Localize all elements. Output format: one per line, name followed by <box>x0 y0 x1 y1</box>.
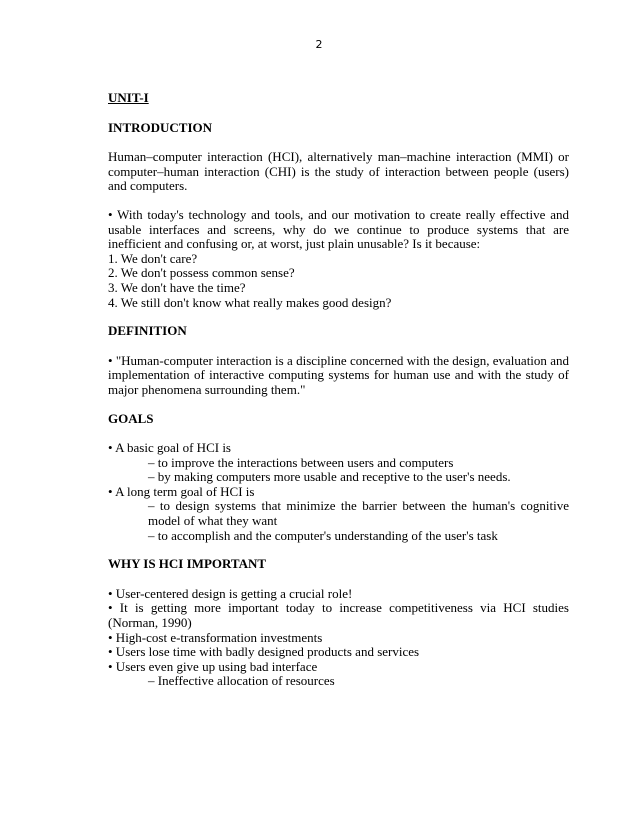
importance-item: • It is getting more important today to increase competitiveness via HCI studies (Norman, 1990) <box>108 600 569 631</box>
importance-item: • Users even give up using bad interface <box>108 658 318 674</box>
introduction-heading: INTRODUCTION <box>108 119 213 135</box>
importance-heading: WHY IS HCI IMPORTANT <box>108 556 267 572</box>
basic-goal-bullet: • A basic goal of HCI is <box>108 440 231 456</box>
basic-goal-item: – by making computers more usable and receptive to the user's needs. <box>148 469 511 485</box>
goals-heading: GOALS <box>108 410 154 426</box>
reason-item: 4. We still don't know what really makes good design? <box>108 294 392 310</box>
long-term-goal-item: – to design systems that minimize the barrier between the human's cognitive model of what they want <box>148 498 569 529</box>
importance-sub-item: – Ineffective allocation of resources <box>148 673 335 689</box>
importance-list <box>108 587 569 689</box>
definition-text: • "Human-computer interaction is a discipline concerned with the design, evaluation and implementation of interactive computing systems for human use and with the study of major phenomena surrounding them." <box>108 352 569 397</box>
long-term-goal-bullet: • A long term goal of HCI is <box>108 483 255 499</box>
unit-title: UNIT-I <box>108 90 149 105</box>
goals-list <box>108 441 569 543</box>
basic-goal-item: – to improve the interactions between users and computers <box>148 454 454 470</box>
importance-item: • User-centered design is getting a crucial role! <box>108 585 353 601</box>
definition-heading: DEFINITION <box>108 323 187 339</box>
importance-item: • High-cost e-transformation investments <box>108 629 323 645</box>
introduction-question-block <box>108 208 569 310</box>
reason-item: 1. We don't care? <box>108 250 198 266</box>
importance-item: • Users lose time with badly designed products and services <box>108 644 420 660</box>
document-body <box>108 91 569 703</box>
introduction-paragraph: Human–computer interaction (HCI), alternatively man–machine interaction (MMI) or computer–human interaction (CHI) is the study of interaction between people (users) and computers. <box>108 149 569 194</box>
introduction-bullet: • With today's technology and tools, and our motivation to create really effective and usable interfaces and screens, why do we continue to produce systems that are inefficient and confusing or, at worst, just plain unusable? Is it because: <box>108 206 569 252</box>
page-number: 2 <box>315 38 323 51</box>
reason-item: 2. We don't possess common sense? <box>108 265 295 281</box>
long-term-goal-item: – to accomplish and the computer's understanding of the user's task <box>148 527 498 543</box>
reason-item: 3. We don't have the time? <box>108 279 246 295</box>
